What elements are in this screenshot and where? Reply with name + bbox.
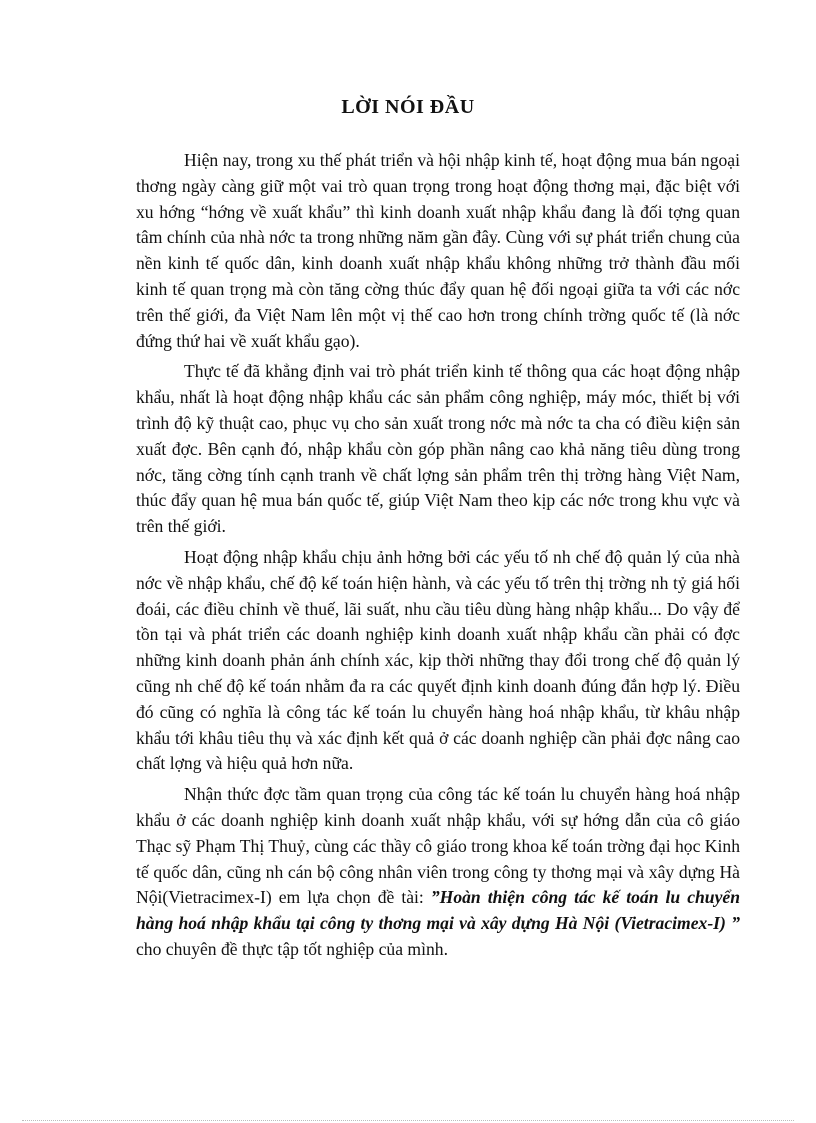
paragraph-3: Hoạt động nhập khẩu chịu ảnh hởng bởi các yếu tố nh chế độ quản lý của nhà nớc về nhập khẩu, chế độ kế toán hiện hành, và các yếu tố trên thị trờng nh tỷ giá hối đoái, các điều chỉnh về thuế, lãi suất, nhu cầu tiêu dùng hàng nhập khẩu... Do vậy để tồn tại và phát triển các doanh nghiệp kinh doanh xuất nhập khẩu cần phải có đợc những kinh doanh phản ánh chính xác, kịp thời những thay đổi trong chế độ quản lý cũng nh chế độ kế toán nhằm đa ra các quyết định kinh doanh đúng đắn hợp lý. Điều đó cũng có nghĩa là công tác kế toán lu chuyển hàng hoá nhập khẩu, từ khâu nhập khẩu tới khâu tiêu thụ và xác định kết quả ở các doanh nghiệp cần phải đợc nâng cao chất lợng và hiệu quả hơn nữa. <box>136 546 740 774</box>
document-body <box>136 148 740 968</box>
paragraph-4-outro: cho chuyên đề thực tập tốt nghiệp của mình. <box>136 938 448 959</box>
paragraph-4 <box>136 782 740 963</box>
paragraph-2: Thực tế đã khẳng định vai trò phát triển kinh tế thông qua các hoạt động nhập khẩu, nhất là hoạt động nhập khẩu các sản phẩm công nghiệp, máy móc, thiết bị với trình độ kỹ thuật cao, phục vụ cho sản xuất trong nớc mà nớc ta cha có điều kiện sản xuất đợc. Bên cạnh đó, nhập khẩu còn góp phần nâng cao khả năng tiêu dùng trong nớc, tăng cờng tính cạnh tranh về chất lợng sản phẩm trên thị trờng hàng Việt Nam, thúc đẩy quan hệ mua bán quốc tế, giúp Việt Nam theo kịp các nớc trong khu vực và trên thế giới. <box>136 361 740 537</box>
thesis-topic: ”Hoàn thiện công tác kế toán lu chuyển hàng hoá nhập khẩu tại công ty thơng mại và xây dựng Hà Nội (Vietracimex-I) ” <box>136 887 740 934</box>
paragraph-1: Hiện nay, trong xu thế phát triển và hội nhập kinh tế, hoạt động mua bán ngoại thơng ngày càng giữ một vai trò quan trọng trong hoạt động thơng mại, đặc biệt với xu hớng “hớng về xuất khẩu” thì kinh doanh xuất nhập khẩu đang là đối tợng quan tâm chính của nhà nớc ta trong những năm gần đây. Cùng với sự phát triển chung của nền kinh tế quốc dân, kinh doanh xuất nhập khẩu không những trở thành đầu mối kinh tế quan trọng mà còn tăng cờng thúc đẩy quan hệ đối ngoại giữa ta với các nớc trên thế giới, đa Việt Nam lên một vị thế cao hơn trong chính trờng quốc tế (là nớc đứng thứ hai về xuất khẩu gạo). <box>136 150 740 351</box>
paragraph-4-intro: Nhận thức đợc tầm quan trọng của công tác kế toán lu chuyển hàng hoá nhập khẩu ở các doanh nghiệp kinh doanh xuất nhập khẩu, với sự hớng dẫn của cô giáo Thạc sỹ Phạm Thị Thuỷ, cùng các thầy cô giáo trong khoa kế toán trờng đại học Kinh tế quốc dân, cũng nh cán bộ công nhân viên trong công ty thơng mại và xây dựng Hà Nội(Vietracimex-I) em lựa chọn đề tài: <box>136 784 740 908</box>
page-bottom-divider <box>22 1120 794 1121</box>
page-title: LỜI NÓI ĐẦU <box>341 96 475 118</box>
